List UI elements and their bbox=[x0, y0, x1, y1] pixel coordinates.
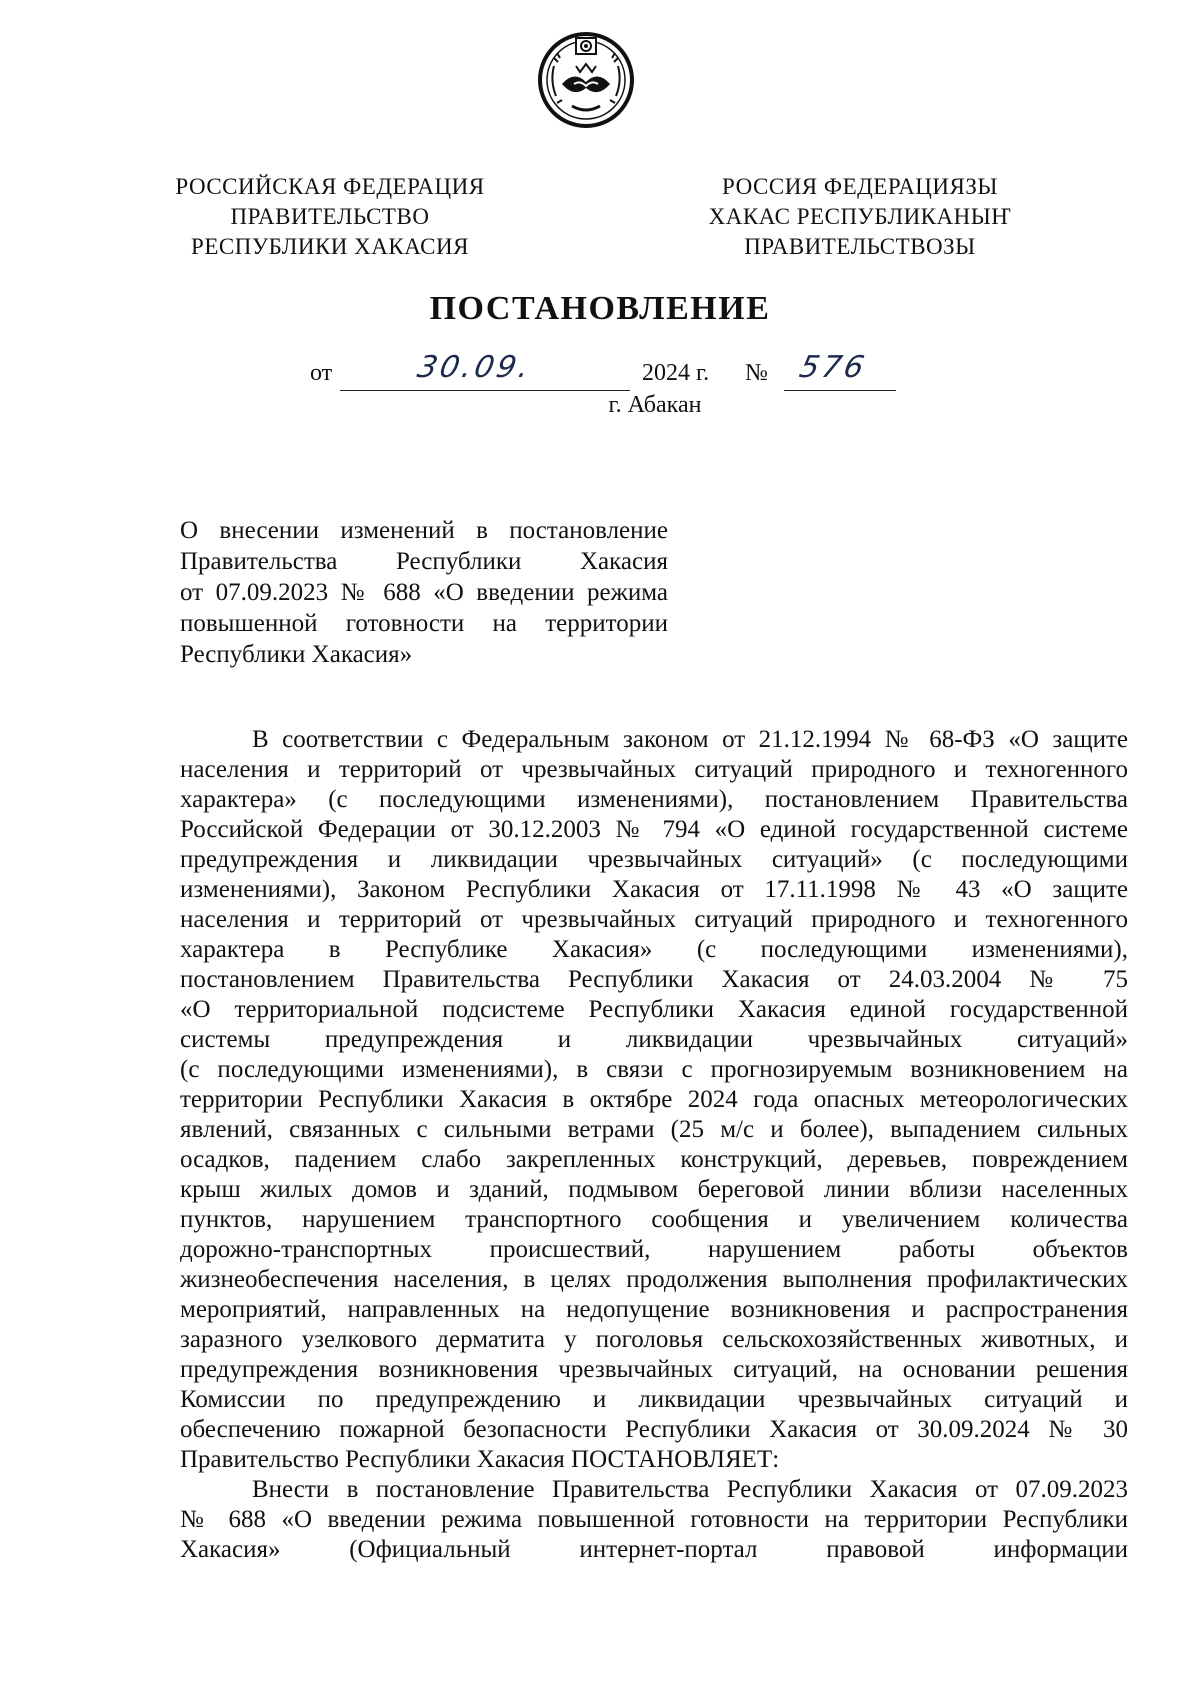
body-line: крыш жилых домов и зданий, подмывом береговой линии вблизи населенных bbox=[180, 1176, 1128, 1203]
header-right-line-3: ПРАВИТЕЛЬСТВОЗЫ bbox=[744, 234, 976, 259]
body-line: мероприятий, направленных на недопущение возникновения и распространения bbox=[180, 1296, 1128, 1323]
header-right-line-2: ХАКАС РЕСПУБЛИКАНЫҤ bbox=[708, 204, 1012, 229]
header-left-line-1: РОССИЙСКАЯ ФЕДЕРАЦИЯ bbox=[175, 174, 485, 199]
body-line: населения и территорий от чрезвычайных ситуаций природного и техногенного bbox=[180, 906, 1128, 933]
header-left-block bbox=[150, 172, 510, 262]
date-handwritten: 30.09. bbox=[414, 350, 536, 385]
body-line: пунктов, нарушением транспортного сообщения и увеличением количества bbox=[180, 1206, 1128, 1233]
body-line: Комиссии по предупреждению и ликвидации чрезвычайных ситуаций и bbox=[180, 1386, 1128, 1413]
body-line: изменениями), Законом Республики Хакасия от 17.11.1998 № 43 «О защите bbox=[180, 876, 1128, 903]
city-name: г. Абакан bbox=[608, 392, 702, 418]
body-line: жизнеобеспечения населения, в целях продолжения выполнения профилактических bbox=[180, 1266, 1128, 1293]
body-line: В соответствии с Федеральным законом от 21.12.1994 № 68-ФЗ «О защите bbox=[252, 726, 1128, 753]
body-line: населения и территорий от чрезвычайных ситуаций природного и техногенного bbox=[180, 756, 1128, 783]
header-left-line-2: ПРАВИТЕЛЬСТВО bbox=[230, 204, 430, 229]
body-line: явлений, связанных с сильными ветрами (25 м/с и более), выпадением сильных bbox=[180, 1116, 1128, 1143]
body-line: заразного узелкового дерматита у поголовья сельскохозяйственных животных, и bbox=[180, 1326, 1128, 1353]
subject-line: Правительства Республики Хакасия bbox=[180, 548, 668, 575]
date-prefix: от bbox=[310, 360, 333, 386]
republic-emblem-icon bbox=[536, 26, 636, 130]
body-line: «О территориальной подсистеме Республики Хакасия единой государственной bbox=[180, 996, 1128, 1023]
body-line: характера» (с последующими изменениями), постановлением Правительства bbox=[180, 786, 1128, 813]
body-line: системы предупреждения и ликвидации чрезвычайных ситуаций» bbox=[180, 1026, 1128, 1053]
document-title: ПОСТАНОВЛЕНИЕ bbox=[429, 290, 771, 327]
subject-line: Республики Хакасия» bbox=[180, 641, 413, 668]
body-line: Российской Федерации от 30.12.2003 № 794 «О единой государственной системе bbox=[180, 816, 1128, 843]
subject-block bbox=[180, 515, 668, 670]
header-right-line-1: РОССИЯ ФЕДЕРАЦИЯЗЫ bbox=[722, 174, 998, 199]
body-line: Правительство Республики Хакасия ПОСТАНОВЛЯЕТ: bbox=[180, 1446, 780, 1473]
subject-line: повышенной готовности на территории bbox=[180, 610, 668, 637]
header-left-line-3: РЕСПУБЛИКИ ХАКАСИЯ bbox=[191, 234, 469, 259]
body-line: Внести в постановление Правительства Республики Хакасия от 07.09.2023 bbox=[252, 1476, 1128, 1503]
subject-line: О внесении изменений в постановление bbox=[180, 517, 668, 544]
date-year: 2024 г. bbox=[642, 360, 710, 386]
number-sign: № bbox=[745, 360, 768, 386]
body-line: характера в Республике Хакасия» (с последующими изменениями), bbox=[180, 936, 1128, 963]
body-text bbox=[180, 725, 1128, 1565]
body-line: (с последующими изменениями), в связи с прогнозируемым возникновением на bbox=[180, 1056, 1128, 1083]
body-line: обеспечению пожарной безопасности Республики Хакасия от 30.09.2024 № 30 bbox=[180, 1416, 1128, 1443]
body-line: предупреждения возникновения чрезвычайных ситуаций, на основании решения bbox=[180, 1356, 1128, 1383]
body-line: № 688 «О введении режима повышенной готовности на территории Республики bbox=[180, 1506, 1128, 1533]
subject-line: от 07.09.2023 № 688 «О введении режима bbox=[180, 579, 668, 606]
body-line: дорожно-транспортных происшествий, нарушением работы объектов bbox=[180, 1236, 1128, 1263]
body-line: осадков, падением слабо закрепленных конструкций, деревьев, повреждением bbox=[180, 1146, 1128, 1173]
body-line: постановлением Правительства Республики Хакасия от 24.03.2004 № 75 bbox=[180, 966, 1128, 993]
body-line: предупреждения и ликвидации чрезвычайных ситуаций» (с последующими bbox=[180, 846, 1128, 873]
body-line: Хакасия» (Официальный интернет-портал правовой информации bbox=[180, 1536, 1128, 1563]
header-right-block bbox=[680, 172, 1040, 262]
number-handwritten: 576 bbox=[796, 350, 870, 385]
body-line: территории Республики Хакасия в октябре 2024 года опасных метеорологических bbox=[180, 1086, 1128, 1113]
